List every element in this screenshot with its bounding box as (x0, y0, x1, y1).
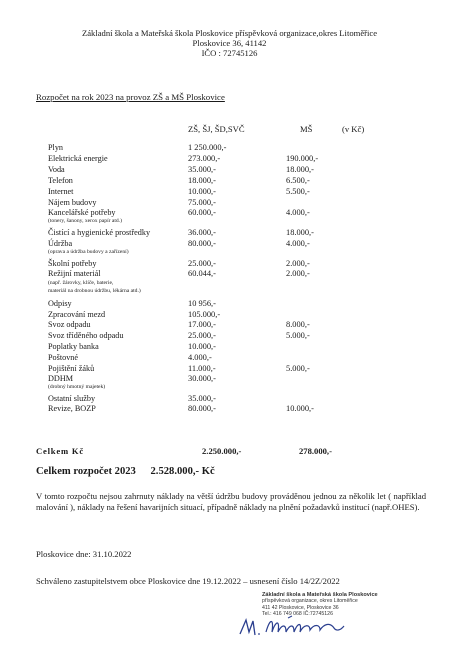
row-name: Nájem budovy (48, 198, 97, 207)
school-name: Základní škola a Mateřská škola Ploskovice příspěvková organizace,okres Litoměřice (81, 28, 378, 38)
row-note: (např. žárovky, klíče, baterie, (48, 280, 114, 286)
stamp-line: 411 42 Ploskovice, Ploskovice 36 (262, 604, 339, 611)
exclusions-paragraph: V tomto rozpočtu nejsou zahrnuty náklady na větší údržbu budovy prováděnou jednou za několik let ( například malování ), náklady na řešení havarijních situací, případně náklady na plnění požadavků institucí (např.OHES). (36, 491, 426, 512)
budget-row (0, 143, 459, 153)
row-value-zs: 36.000,- (188, 228, 216, 237)
row-name: Svoz odpadu (48, 320, 91, 329)
row-value-zs: 105.000,- (188, 310, 221, 319)
row-name: Údržba (48, 239, 73, 248)
row-name: Poplatky banka (48, 342, 99, 351)
row-value-ms: 5.500,- (286, 187, 310, 196)
row-note: (tonery, šanony, xerox papír atd.) (48, 218, 122, 224)
row-name: Školní potřeby (48, 259, 97, 268)
row-name: Zpracování mezd (48, 310, 106, 319)
budget-row (0, 353, 459, 363)
row-value-ms: 8.000,- (286, 320, 310, 329)
row-name: Plyn (48, 143, 64, 152)
row-value-zs: 30.000,- (188, 374, 216, 383)
budget-row (0, 259, 459, 269)
row-name: Voda (48, 165, 65, 174)
row-value-ms: 190.000,- (286, 154, 319, 163)
totals-row (0, 446, 459, 458)
approval-note: Schváleno zastupitelstvem obce Ploskovice dne 19.12.2022 – usnesení číslo 14/2Z/2022 (36, 576, 340, 586)
row-value-zs: 17.000,- (188, 320, 216, 329)
budget-row (0, 198, 459, 208)
budget-row (0, 331, 459, 341)
row-name: Poštovné (48, 353, 79, 362)
budget-row (0, 299, 459, 309)
row-value-zs: 80.000,- (188, 404, 216, 413)
budget-row (0, 239, 459, 249)
row-value-ms: 2.000,- (286, 269, 310, 278)
stamp-line: Základní škola a Mateřská škola Ploskovice (262, 592, 378, 598)
budget-row (0, 404, 459, 414)
document-date: Ploskovice dne: 31.10.2022 (36, 549, 132, 559)
row-name: Telefon (48, 176, 73, 185)
budget-row (0, 154, 459, 164)
grand-total (36, 466, 215, 477)
row-value-ms: 5.000,- (286, 331, 310, 340)
row-note: (drobný hmotný majetek) (48, 384, 106, 390)
row-value-zs: 35.000,- (188, 165, 216, 174)
row-name: Odpisy (48, 299, 72, 308)
row-value-zs: 273.000,- (188, 154, 221, 163)
stamp-line: příspěvková organizace, okres Litoměřice (262, 598, 358, 605)
budget-row (0, 342, 459, 352)
budget-row (0, 269, 459, 279)
row-name: Ostatní služby (48, 394, 96, 403)
handwritten-signature (236, 612, 356, 642)
column-header-zs: ZŠ, ŠJ, ŠD,SVČ (188, 124, 245, 134)
budget-row (0, 228, 459, 238)
row-value-zs: 10.000,- (188, 187, 216, 196)
document-title: Rozpočet na rok 2023 na provoz ZŠ a MŠ Ploskovice (36, 92, 225, 102)
row-name: Internet (48, 187, 74, 196)
row-name: Svoz tříděného odpadu (48, 331, 124, 340)
row-value-zs: 11.000,- (188, 364, 216, 373)
row-name: Revize, BOZP (48, 404, 96, 413)
row-value-ms: 18.000,- (286, 228, 314, 237)
row-value-ms: 6.500,- (286, 176, 310, 185)
row-value-zs: 25.000,- (188, 331, 216, 340)
row-value-zs: 75.000,- (188, 198, 216, 207)
row-note: (oprava a údržba budovy a zařízení) (48, 249, 129, 255)
budget-row (0, 394, 459, 404)
row-value-zs: 60.044,- (188, 269, 216, 278)
row-value-ms: 4.000,- (286, 208, 310, 217)
row-note-2: materiál na drobnou údržbu, lékárna atd.) (48, 288, 141, 294)
budget-row (0, 364, 459, 374)
budget-row (0, 320, 459, 330)
grand-total-label: Celkem rozpočet 2023 (36, 466, 136, 477)
row-name: Kancelářské potřeby (48, 208, 116, 217)
row-name: Čistící a hygienické prostředky (48, 228, 151, 237)
row-name: Elektrická energie (48, 154, 108, 163)
totals-label: Celkem Kč (36, 446, 85, 456)
totals-value-ms: 278.000,- (299, 446, 332, 456)
row-value-zs: 10.000,- (188, 342, 216, 351)
budget-row (0, 165, 459, 175)
row-name: Režijní materiál (48, 269, 101, 278)
row-value-ms: 10.000,- (286, 404, 314, 413)
row-value-zs: 25.000,- (188, 259, 216, 268)
budget-row (0, 187, 459, 197)
budget-row (0, 310, 459, 320)
school-address: Ploskovice 36, 41142 (192, 38, 267, 48)
row-value-ms: 18.000,- (286, 165, 314, 174)
row-value-ms: 2.000,- (286, 259, 310, 268)
row-value-zs: 35.000,- (188, 394, 216, 403)
row-value-zs: 80.000,- (188, 239, 216, 248)
budget-row (0, 208, 459, 218)
column-header-unit: (v Kč) (342, 124, 365, 134)
budget-row (0, 176, 459, 186)
grand-total-value: 2.528.000,- Kč (150, 466, 215, 477)
stamp-line: Tel.: 416 749 068 IČ:72745126 (262, 611, 333, 618)
row-value-zs: 10 956,- (188, 299, 216, 308)
row-value-zs: 4.000,- (188, 353, 212, 362)
row-value-zs: 18.000,- (188, 176, 216, 185)
row-value-zs: 1 250.000,- (188, 143, 227, 152)
totals-value-zs: 2.250.000,- (202, 446, 242, 456)
school-ico: IČO : 72745126 (201, 48, 258, 58)
row-value-ms: 5.000,- (286, 364, 310, 373)
row-value-zs: 60.000,- (188, 208, 216, 217)
row-name: Pojištění žáků (48, 364, 95, 373)
row-name: DDHM (48, 374, 74, 383)
column-header-ms: MŠ (300, 124, 313, 134)
row-value-ms: 4.000,- (286, 239, 310, 248)
budget-row (0, 374, 459, 384)
